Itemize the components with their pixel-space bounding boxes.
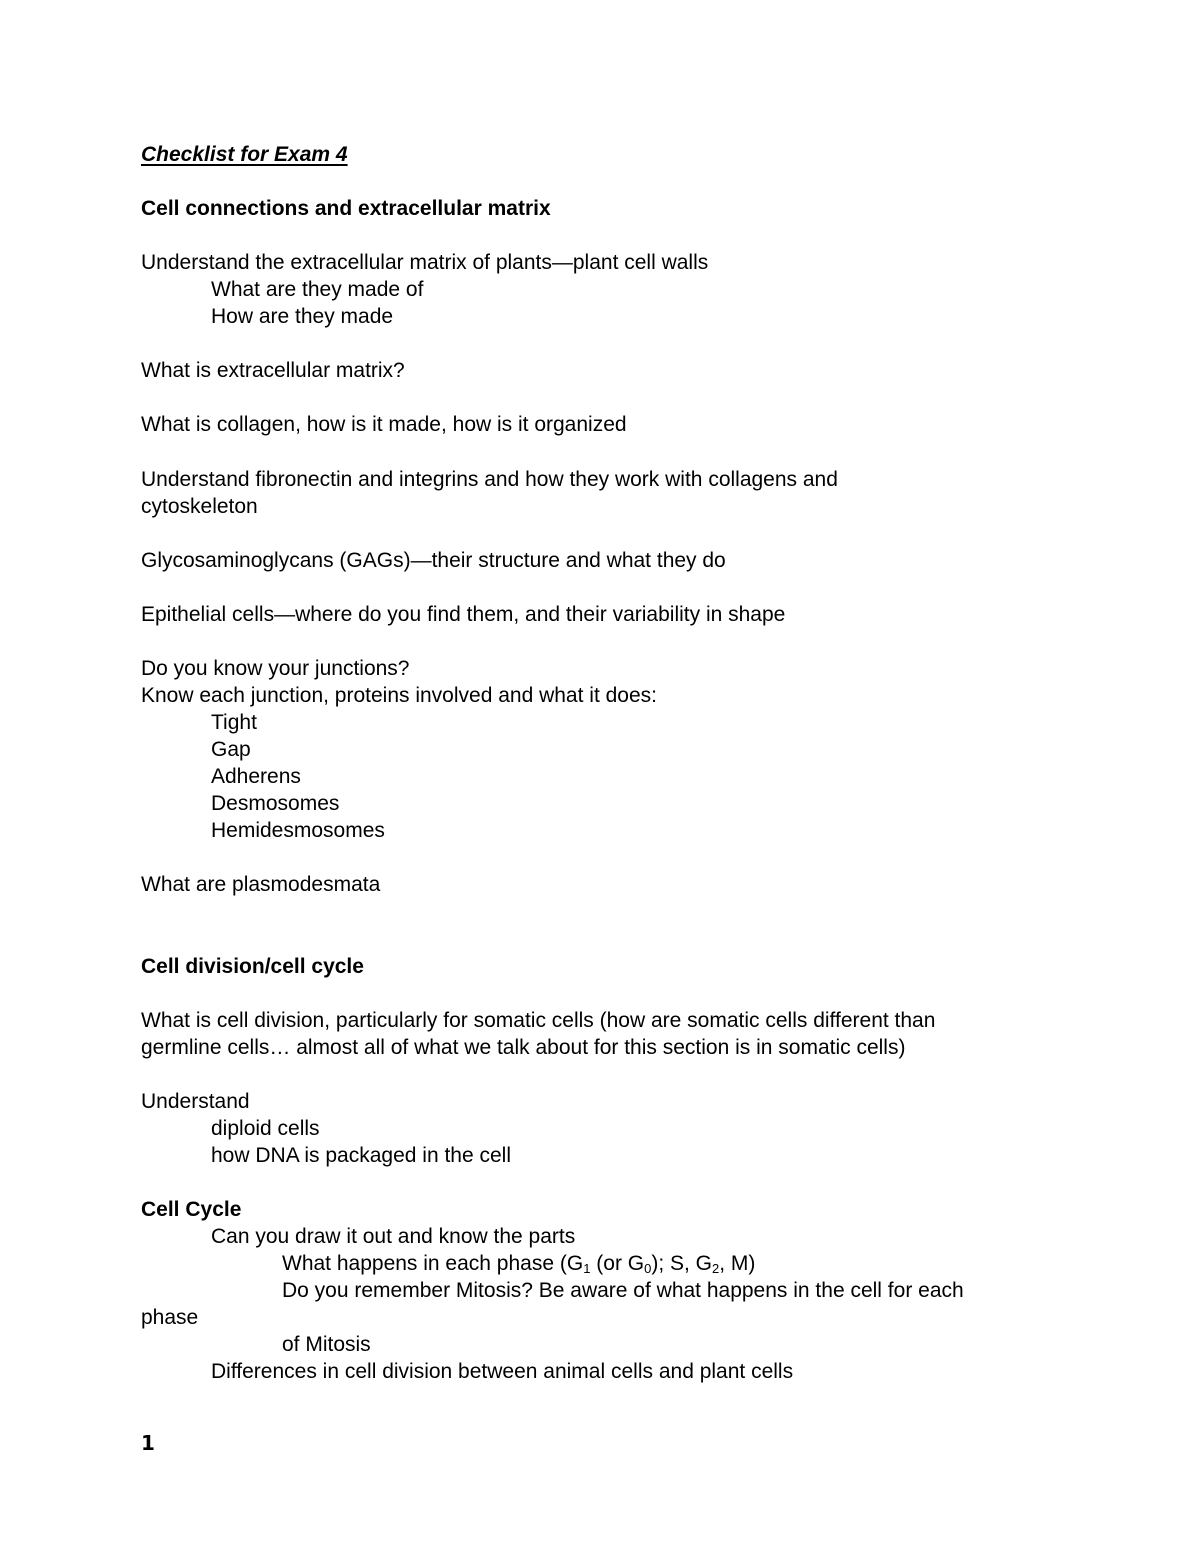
- text-line: phase: [141, 1306, 199, 1329]
- phase-text: What happens in each phase (G: [282, 1252, 584, 1275]
- text-line: What is collagen, how is it made, how is it organized: [141, 413, 627, 436]
- text-line: Do you remember Mitosis? Be aware of what happens in the cell for each: [282, 1279, 964, 1302]
- text-line: Know each junction, proteins involved and what it does:: [141, 684, 657, 707]
- junction-item: Adherens: [211, 765, 301, 788]
- text-line: Understand: [141, 1090, 250, 1113]
- text-line: Can you draw it out and know the parts: [211, 1225, 576, 1248]
- text-line: Epithelial cells—where do you find them, and their variability in shape: [141, 603, 786, 626]
- text-line: What is cell division, particularly for somatic cells (how are somatic cells different than: [141, 1009, 936, 1032]
- junction-item: Desmosomes: [211, 792, 340, 815]
- section-heading-cell-connections: Cell connections and extracellular matrix: [141, 197, 551, 220]
- text-line: cytoskeleton: [141, 495, 258, 518]
- document-title: Checklist for Exam 4: [141, 143, 348, 166]
- section-heading-cell-cycle: Cell Cycle: [141, 1198, 242, 1221]
- text-line: Understand the extracellular matrix of plants—plant cell walls: [141, 251, 709, 274]
- junction-item: Gap: [211, 738, 251, 761]
- text-line: Differences in cell division between animal cells and plant cells: [211, 1360, 794, 1383]
- text-line: how DNA is packaged in the cell: [211, 1144, 511, 1167]
- subscript: 2: [712, 1261, 720, 1276]
- text-line: What are they made of: [211, 278, 424, 301]
- text-line: of Mitosis: [282, 1333, 371, 1356]
- text-line: diploid cells: [211, 1117, 320, 1140]
- phase-line: [282, 1251, 755, 1277]
- text-line: What are plasmodesmata: [141, 873, 381, 896]
- phase-text: (or G: [590, 1252, 645, 1275]
- page-number: 1: [141, 1431, 155, 1455]
- section-heading-cell-division: Cell division/cell cycle: [141, 955, 364, 978]
- text-line: germline cells… almost all of what we talk about for this section is in somatic cells): [141, 1036, 906, 1059]
- text-line: Glycosaminoglycans (GAGs)—their structure and what they do: [141, 549, 726, 572]
- text-line: Do you know your junctions?: [141, 657, 410, 680]
- junction-item: Tight: [211, 711, 257, 734]
- phase-text: , M): [719, 1252, 756, 1275]
- phase-text: ); S, G: [651, 1252, 713, 1275]
- text-line: Understand fibronectin and integrins and how they work with collagens and: [141, 468, 838, 491]
- text-line: How are they made: [211, 305, 394, 328]
- junction-item: Hemidesmosomes: [211, 819, 385, 842]
- text-line: What is extracellular matrix?: [141, 359, 405, 382]
- subscript: 0: [644, 1261, 652, 1276]
- subscript: 1: [583, 1261, 591, 1276]
